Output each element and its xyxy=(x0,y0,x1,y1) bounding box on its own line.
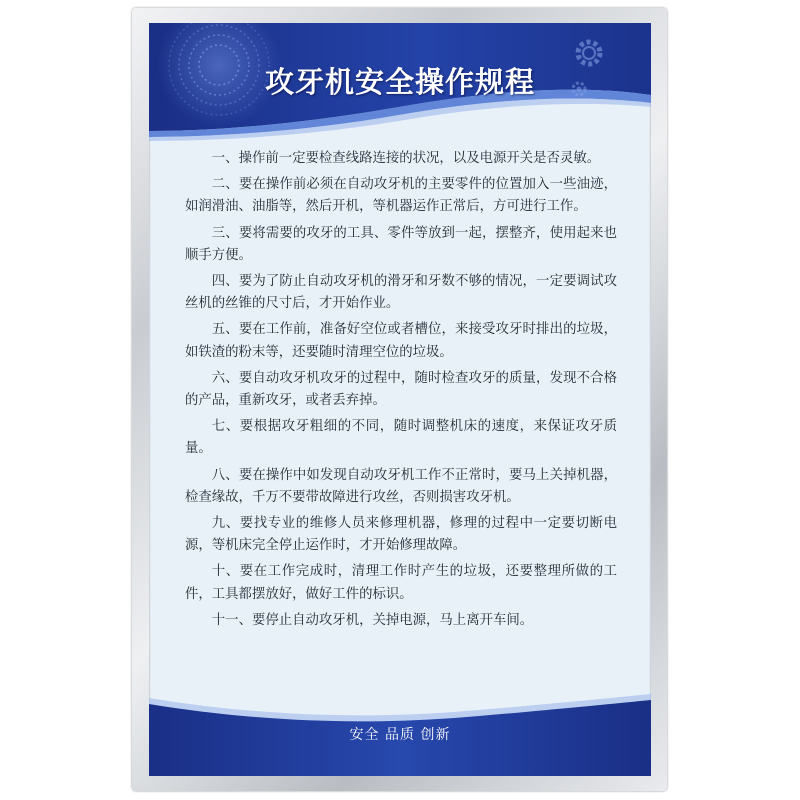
sign-title: 攻牙机安全操作规程 xyxy=(264,65,535,99)
rule-item: 四、要为了防止自动攻牙机的滑牙和牙数不够的情况，一定要调试攻丝机的丝锥的尺寸后，才开始作业。 xyxy=(185,274,617,312)
rule-item: 十一、要停止自动攻牙机，关掉电源，马上离开车间。 xyxy=(211,612,534,628)
rule-item: 十、要在工作完成时，清理工作时产生的垃圾，还要整理所做的工件，工具都摆放好，做好工件的标识。 xyxy=(185,564,617,602)
sign-board xyxy=(149,23,651,776)
rule-item: 八、要在操作中如发现自动攻牙机工作不正常时，要马上关掉机器，检查缘故，千万不要带故障进行攻丝，否则损害攻牙机。 xyxy=(185,467,617,505)
rule-item: 七、要根据攻牙粗细的不同，随时调整机床的速度，来保证攻牙质量。 xyxy=(185,419,617,457)
rule-item: 六、要自动攻牙机攻牙的过程中，随时检查攻牙的质量，发现不合格的产品，重新攻牙，或者丢弃掉。 xyxy=(185,370,617,409)
rules-list xyxy=(185,148,617,632)
rule-item: 一、操作前一定要检查线路连接的状况，以及电源开关是否灵敏。 xyxy=(211,151,601,166)
rule-item: 九、要找专业的维修人员来修理机器，修理的过程中一定要切断电源，等机床完全停止运作时，才开始修理故障。 xyxy=(185,516,617,554)
rule-item: 二、要在操作前必须在自动攻牙机的主要零件的位置加入一些油迹，如润滑油、油脂等，然后开机，等机器运作正常后，方可进行工作。 xyxy=(185,177,617,215)
footer-slogan: 安全 品质 创新 xyxy=(349,727,451,743)
rule-item: 五、要在工作前，准备好空位或者槽位，来接受攻牙时排出的垃圾，如铁渣的粉末等，还要随时清理空位的垃圾。 xyxy=(185,322,617,360)
rule-item: 三、要将需要的攻牙的工具、零件等放到一起，摆整齐，使用起来也顺手方便。 xyxy=(185,225,617,263)
